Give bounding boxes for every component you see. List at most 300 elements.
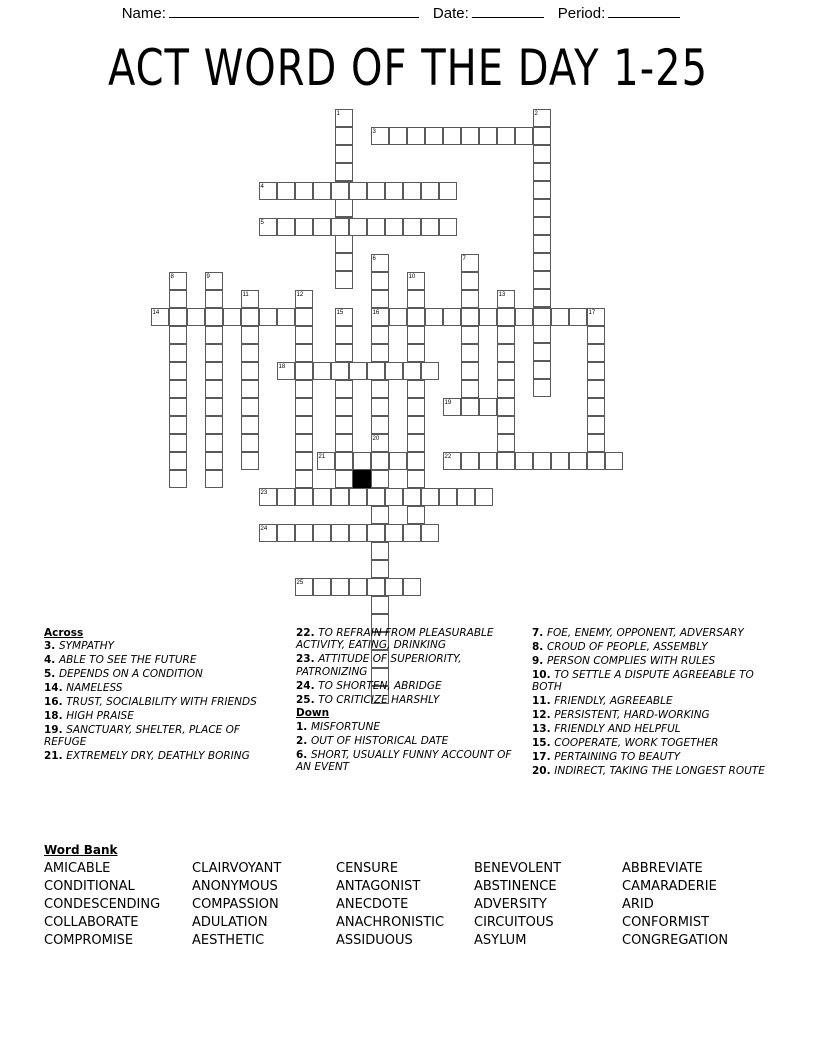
crossword-cell[interactable] [223, 308, 241, 326]
crossword-cell[interactable] [461, 452, 479, 470]
crossword-cell[interactable] [169, 326, 187, 344]
clue-number: 4. [44, 654, 59, 667]
crossword-cell[interactable] [443, 308, 461, 326]
clue-text: EXTREMELY DRY, DEATHLY BORING [66, 750, 250, 763]
crossword-cell[interactable] [403, 488, 421, 506]
clue-number: 14. [44, 682, 67, 695]
clue-item-down-15 [532, 737, 774, 749]
clue-text: FOE, ENEMY, OPPONENT, ADVERSARY [546, 627, 744, 639]
crossword-cell[interactable] [479, 127, 497, 145]
crossword-clue-number: 18 [278, 363, 286, 370]
crossword-cell[interactable] [479, 398, 497, 416]
crossword-cell[interactable] [371, 308, 389, 326]
crossword-cell[interactable] [497, 434, 515, 452]
crossword-cell[interactable] [407, 380, 425, 398]
crossword-cell[interactable] [169, 290, 187, 308]
crossword-cell[interactable] [187, 308, 205, 326]
crossword-cell[interactable] [295, 488, 313, 506]
crossword-cell[interactable] [407, 127, 425, 145]
crossword-cell[interactable] [277, 524, 295, 542]
crossword-cell[interactable] [533, 343, 551, 361]
crossword-clue-number: 7 [462, 255, 466, 262]
crossword-clue-number: 1 [336, 110, 340, 117]
crossword-cell[interactable] [313, 218, 331, 236]
crossword-cell[interactable] [205, 362, 223, 380]
crossword-cell[interactable] [497, 308, 515, 326]
clue-number: 8. [532, 640, 547, 653]
crossword-cell[interactable] [295, 524, 313, 542]
crossword-cell[interactable] [533, 271, 551, 289]
crossword-cell[interactable] [587, 362, 605, 380]
date-field-group [433, 4, 558, 22]
crossword-cell[interactable] [497, 416, 515, 434]
crossword-cell[interactable] [385, 578, 403, 596]
crossword-cell[interactable] [277, 182, 295, 200]
crossword-cell[interactable] [371, 290, 389, 308]
clue-text: FRIENDLY, AGREEABLE [554, 695, 673, 708]
clue-text: ABLE TO SEE THE FUTURE [58, 654, 197, 667]
word-bank-word: CENSURE [336, 861, 399, 876]
word-bank-word: ANACHRONISTIC [336, 915, 445, 930]
crossword-cell[interactable] [241, 398, 259, 416]
crossword-cell[interactable] [371, 398, 389, 416]
crossword-clue-number: 21 [318, 453, 326, 460]
crossword-cell[interactable] [439, 218, 457, 236]
crossword-cell[interactable] [461, 398, 479, 416]
crossword-cell[interactable] [313, 578, 331, 596]
crossword-cell[interactable] [205, 416, 223, 434]
crossword-cell[interactable] [389, 308, 407, 326]
crossword-cell[interactable] [389, 452, 407, 470]
crossword-cell[interactable] [461, 380, 479, 398]
crossword-cell[interactable] [349, 578, 367, 596]
clue-item-down-10 [532, 669, 774, 694]
crossword-cell[interactable] [169, 380, 187, 398]
crossword-cell[interactable] [587, 416, 605, 434]
clue-item-across-4 [44, 654, 276, 666]
crossword-cell[interactable] [385, 524, 403, 542]
crossword-cell[interactable] [461, 362, 479, 380]
crossword-cell[interactable] [205, 272, 223, 290]
crossword-cell[interactable] [169, 470, 187, 488]
crossword-cell[interactable] [443, 398, 461, 416]
crossword-cell[interactable] [407, 308, 425, 326]
crossword-cell[interactable] [515, 452, 533, 470]
crossword-cell[interactable] [533, 325, 551, 343]
crossword-cell[interactable] [497, 290, 515, 308]
clue-text: TO SHORTEN, ABRIDGE [318, 679, 442, 692]
crossword-cell[interactable] [335, 109, 353, 127]
crossword-cell[interactable] [403, 218, 421, 236]
word-bank-word: ADULATION [192, 915, 268, 930]
crossword-cell[interactable] [295, 218, 313, 236]
crossword-cell[interactable] [331, 182, 349, 200]
crossword-cell[interactable] [335, 308, 353, 326]
crossword-cell[interactable] [205, 380, 223, 398]
crossword-cell[interactable] [331, 578, 349, 596]
word-bank-word: CONGREGATION [622, 933, 729, 948]
crossword-cell[interactable] [587, 344, 605, 362]
crossword-cell[interactable] [533, 308, 551, 326]
crossword-cell[interactable] [551, 452, 569, 470]
word-bank-word: ANTAGONIST [336, 879, 421, 894]
crossword-cell[interactable] [335, 326, 353, 344]
crossword-cell[interactable] [533, 253, 551, 271]
crossword-cell[interactable] [533, 163, 551, 181]
crossword-cell[interactable] [475, 488, 493, 506]
crossword-cell[interactable] [371, 506, 389, 524]
crossword-cell[interactable] [371, 254, 389, 272]
crossword-cell[interactable] [313, 182, 331, 200]
word-bank-word: AMICABLE [44, 861, 111, 876]
crossword-cell[interactable] [407, 452, 425, 470]
crossword-cell[interactable] [335, 380, 353, 398]
crossword-cell[interactable] [461, 308, 479, 326]
crossword-cell[interactable] [335, 470, 353, 488]
crossword-cell[interactable] [367, 182, 385, 200]
word-bank-word: AESTHETIC [192, 933, 265, 948]
crossword-cell[interactable] [169, 362, 187, 380]
crossword-cell[interactable] [371, 452, 389, 470]
crossword-cell[interactable] [497, 127, 515, 145]
crossword-cell[interactable] [533, 127, 551, 145]
crossword-cell[interactable] [385, 362, 403, 380]
crossword-cell[interactable] [371, 416, 389, 434]
crossword-cell[interactable] [205, 398, 223, 416]
clues-column-1 [44, 627, 276, 764]
crossword-cell[interactable] [533, 145, 551, 163]
clue-item-across-23 [296, 653, 526, 678]
crossword-cell[interactable] [331, 362, 349, 380]
crossword-cell[interactable] [169, 272, 187, 290]
crossword-cell[interactable] [205, 344, 223, 362]
crossword-cell[interactable] [515, 308, 533, 326]
crossword-cell[interactable] [371, 470, 389, 488]
clue-number: 18. [44, 709, 67, 722]
crossword-cell[interactable] [587, 452, 605, 470]
crossword-cell[interactable] [335, 253, 353, 271]
name-field-group [122, 4, 433, 22]
crossword-cell[interactable] [295, 398, 313, 416]
clue-text: ATTITUDE OF SUPERIORITY, PATRONIZING [296, 653, 462, 678]
crossword-cell[interactable] [587, 308, 605, 326]
crossword-cell[interactable] [367, 218, 385, 236]
crossword-cell[interactable] [349, 362, 367, 380]
crossword-cell[interactable] [569, 452, 587, 470]
crossword-cell[interactable] [569, 308, 587, 326]
clue-number: 9. [532, 654, 547, 667]
clue-number: 20. [532, 764, 555, 777]
crossword-cell[interactable] [313, 488, 331, 506]
crossword-cell[interactable] [241, 308, 259, 326]
crossword-cell[interactable] [295, 290, 313, 308]
crossword-cell[interactable] [371, 127, 389, 145]
crossword-cell[interactable] [241, 452, 259, 470]
clues-column-3 [532, 627, 774, 778]
crossword-cell[interactable] [439, 182, 457, 200]
crossword-cell[interactable] [587, 434, 605, 452]
crossword-cell[interactable] [295, 416, 313, 434]
clue-text: TO REFRAIN FROM PLEASURABLE ACTIVITY, EATING, DRINKING [296, 627, 494, 652]
crossword-cell[interactable] [461, 272, 479, 290]
crossword-cell[interactable] [497, 326, 515, 344]
clue-item-down-6 [296, 749, 526, 774]
crossword-cell[interactable] [295, 344, 313, 362]
clue-item-across-14 [44, 682, 276, 694]
clue-number: 5. [44, 668, 59, 681]
crossword-cell[interactable] [439, 488, 457, 506]
crossword-cell[interactable] [295, 326, 313, 344]
crossword-cell[interactable] [403, 524, 421, 542]
crossword-cell[interactable] [241, 326, 259, 344]
crossword-cell[interactable] [331, 524, 349, 542]
crossword-grid[interactable] [0, 100, 816, 625]
crossword-cell[interactable] [331, 218, 349, 236]
clue-number: 6. [296, 748, 311, 761]
crossword-cell[interactable] [295, 182, 313, 200]
crossword-cell[interactable] [169, 434, 187, 452]
crossword-cell[interactable] [403, 182, 421, 200]
crossword-cell[interactable] [461, 254, 479, 272]
crossword-cell[interactable] [169, 452, 187, 470]
crossword-cell[interactable] [367, 488, 385, 506]
crossword-cell[interactable] [497, 362, 515, 380]
crossword-cell[interactable] [335, 416, 353, 434]
crossword-cell[interactable] [533, 289, 551, 307]
crossword-cell[interactable] [205, 326, 223, 344]
clue-item-across-18 [44, 710, 276, 722]
clue-number: 25. [296, 693, 319, 706]
crossword-cell[interactable] [461, 127, 479, 145]
crossword-cell[interactable] [407, 290, 425, 308]
word-bank-word: BENEVOLENT [474, 861, 562, 876]
crossword-clue-number: 19 [444, 399, 452, 406]
crossword-cell[interactable] [461, 290, 479, 308]
crossword-cell[interactable] [533, 361, 551, 379]
name-input-line[interactable] [169, 4, 419, 18]
crossword-cell[interactable] [461, 344, 479, 362]
clue-text: TO CRITICIZE HARSHLY [318, 693, 440, 706]
crossword-cell[interactable] [407, 398, 425, 416]
crossword-cell[interactable] [421, 218, 439, 236]
crossword-cell[interactable] [385, 218, 403, 236]
crossword-cell[interactable] [259, 488, 277, 506]
word-bank-section [44, 843, 774, 948]
crossword-cell[interactable] [295, 434, 313, 452]
crossword-clue-number: 3 [372, 128, 376, 135]
crossword-cell[interactable] [533, 199, 551, 217]
crossword-cell[interactable] [349, 182, 367, 200]
crossword-cell[interactable] [259, 308, 277, 326]
crossword-cell[interactable] [205, 470, 223, 488]
crossword-cell[interactable] [533, 217, 551, 235]
crossword-cell[interactable] [335, 344, 353, 362]
crossword-cell[interactable] [353, 452, 371, 470]
crossword-cell[interactable] [259, 218, 277, 236]
crossword-cell[interactable] [335, 145, 353, 163]
crossword-cell[interactable] [371, 326, 389, 344]
crossword-cell[interactable] [241, 362, 259, 380]
crossword-cell[interactable] [335, 199, 353, 217]
crossword-clue-number: 23 [260, 489, 268, 496]
crossword-clue-number: 20 [372, 435, 380, 442]
clue-item-down-11 [532, 695, 774, 707]
crossword-cell[interactable] [241, 434, 259, 452]
crossword-cell[interactable] [335, 271, 353, 289]
crossword-cell[interactable] [371, 272, 389, 290]
crossword-cell[interactable] [421, 524, 439, 542]
crossword-cell[interactable] [533, 181, 551, 199]
crossword-cell[interactable] [241, 416, 259, 434]
crossword-cell[interactable] [407, 344, 425, 362]
clue-item-down-13 [532, 723, 774, 735]
crossword-cell[interactable] [497, 344, 515, 362]
crossword-cell[interactable] [587, 326, 605, 344]
clue-text: OUT OF HISTORICAL DATE [310, 734, 449, 747]
crossword-cell[interactable] [205, 434, 223, 452]
crossword-clue-number: 11 [242, 291, 249, 298]
word-bank-word: ASYLUM [474, 933, 527, 948]
crossword-cell[interactable] [349, 524, 367, 542]
clue-item-down-2 [296, 735, 526, 747]
crossword-cell[interactable] [425, 127, 443, 145]
crossword-cell[interactable] [407, 470, 425, 488]
crossword-cell[interactable] [349, 488, 367, 506]
crossword-cell[interactable] [295, 452, 313, 470]
crossword-cell[interactable] [335, 452, 353, 470]
crossword-cell[interactable] [317, 452, 335, 470]
clue-text: TRUST, SOCIALBILITY WITH FRIENDS [66, 696, 257, 709]
crossword-cell[interactable] [421, 182, 439, 200]
crossword-cell[interactable] [241, 344, 259, 362]
crossword-cell[interactable] [367, 524, 385, 542]
crossword-cell[interactable] [241, 290, 259, 308]
clue-text: PERSISTENT, HARD-WORKING [554, 708, 710, 721]
crossword-cell[interactable] [479, 452, 497, 470]
crossword-cell[interactable] [385, 182, 403, 200]
crossword-cell[interactable] [421, 488, 439, 506]
crossword-cell[interactable] [169, 308, 187, 326]
crossword-cell[interactable] [295, 308, 313, 326]
crossword-cell[interactable] [335, 163, 353, 181]
crossword-cell[interactable] [497, 380, 515, 398]
crossword-cell[interactable] [605, 452, 623, 470]
crossword-cell[interactable] [371, 542, 389, 560]
crossword-cell[interactable] [151, 308, 169, 326]
crossword-cell[interactable] [295, 470, 313, 488]
crossword-cell[interactable] [587, 380, 605, 398]
crossword-cell[interactable] [407, 272, 425, 290]
crossword-cell[interactable] [241, 380, 259, 398]
crossword-clue-number: 13 [498, 291, 506, 298]
crossword-cell[interactable] [331, 488, 349, 506]
crossword-cell[interactable] [389, 127, 407, 145]
crossword-cell[interactable] [371, 560, 389, 578]
word-bank-word: ASSIDUOUS [336, 933, 413, 948]
crossword-cell[interactable] [371, 596, 389, 614]
crossword-cell[interactable] [169, 416, 187, 434]
crossword-cell[interactable] [533, 452, 551, 470]
crossword-cell[interactable] [407, 326, 425, 344]
crossword-cell[interactable] [169, 344, 187, 362]
crossword-cell[interactable] [295, 578, 313, 596]
crossword-cell[interactable] [259, 182, 277, 200]
crossword-cell[interactable] [313, 524, 331, 542]
crossword-clue-number: 4 [260, 183, 264, 190]
crossword-cell[interactable] [533, 109, 551, 127]
crossword-cell[interactable] [497, 452, 515, 470]
clue-item-across-3 [44, 640, 276, 652]
crossword-cell[interactable] [277, 308, 295, 326]
period-input-line[interactable] [608, 4, 680, 18]
crossword-cell[interactable] [407, 434, 425, 452]
word-bank-list [44, 861, 774, 948]
crossword-cell[interactable] [407, 506, 425, 524]
crossword-cell[interactable] [313, 362, 331, 380]
crossword-cell[interactable] [335, 127, 353, 145]
crossword-cell[interactable] [403, 362, 421, 380]
clue-number: 17. [532, 750, 555, 763]
crossword-cell[interactable] [421, 362, 439, 380]
crossword-cell[interactable] [169, 398, 187, 416]
crossword-cell[interactable] [533, 235, 551, 253]
crossword-cell[interactable] [533, 379, 551, 397]
crossword-cell[interactable] [367, 578, 385, 596]
crossword-cell[interactable] [277, 218, 295, 236]
crossword-clue-number: 9 [206, 273, 210, 280]
crossword-cell[interactable] [335, 235, 353, 253]
crossword-cell[interactable] [371, 344, 389, 362]
date-input-line[interactable] [472, 4, 544, 18]
crossword-cell[interactable] [515, 127, 533, 145]
clue-number: 1. [296, 720, 311, 733]
crossword-cell[interactable] [335, 398, 353, 416]
crossword-cell[interactable] [367, 362, 385, 380]
crossword-cell[interactable] [205, 290, 223, 308]
crossword-cell[interactable] [295, 380, 313, 398]
crossword-cell[interactable] [385, 488, 403, 506]
word-bank-word: CONDESCENDING [44, 897, 161, 912]
student-info-header [0, 0, 816, 30]
crossword-cell[interactable] [371, 380, 389, 398]
crossword-cell[interactable] [371, 434, 389, 452]
crossword-cell[interactable] [349, 218, 367, 236]
crossword-cell[interactable] [335, 434, 353, 452]
crossword-cell[interactable] [479, 308, 497, 326]
crossword-cell[interactable] [497, 398, 515, 416]
crossword-cell[interactable] [461, 326, 479, 344]
crossword-cell[interactable] [425, 308, 443, 326]
crossword-cell[interactable] [443, 127, 461, 145]
clue-number: 3. [44, 640, 59, 653]
clue-item-across-22 [296, 627, 526, 652]
crossword-cell[interactable] [443, 452, 461, 470]
crossword-cell[interactable] [551, 308, 569, 326]
crossword-cell[interactable] [403, 578, 421, 596]
crossword-cell[interactable] [259, 524, 277, 542]
crossword-cell[interactable] [205, 452, 223, 470]
across-heading: Across [44, 627, 84, 639]
crossword-cell[interactable] [277, 488, 295, 506]
crossword-cell[interactable] [587, 398, 605, 416]
crossword-cell[interactable] [407, 416, 425, 434]
crossword-cell[interactable] [205, 308, 223, 326]
crossword-cell[interactable] [277, 362, 295, 380]
clue-item-down-9 [532, 655, 774, 667]
crossword-cell[interactable] [295, 362, 313, 380]
crossword-clue-number: 5 [260, 219, 264, 226]
crossword-cell[interactable] [457, 488, 475, 506]
